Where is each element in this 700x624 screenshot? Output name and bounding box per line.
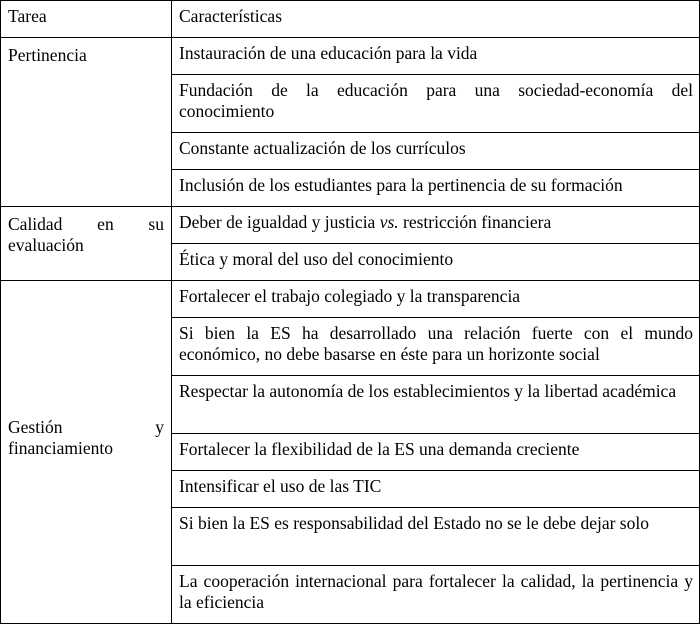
table-row [1, 207, 700, 244]
header-task: Tarea [1, 1, 172, 38]
characteristic-cell: Constante actualización de los currículos [172, 133, 700, 170]
task-cell-calidad: Calidad en su evaluación [1, 207, 172, 281]
characteristic-cell: Inclusión de los estudiantes para la pertinencia de su formación [172, 170, 700, 207]
header-characteristics: Características [172, 1, 700, 38]
characteristic-cell: Ética y moral del uso del conocimiento [172, 244, 700, 281]
characteristic-text: Deber de igualdad y justicia [179, 212, 380, 232]
characteristic-cell: Intensificar el uso de las TIC [172, 471, 700, 508]
table-row [1, 281, 700, 318]
characteristic-cell: Fundación de la educación para una sociedad-economía del conocimiento [172, 75, 700, 133]
task-cell-pertinencia: Pertinencia [1, 38, 172, 207]
characteristic-text: restricción financiera [398, 212, 552, 232]
characteristic-cell: Fortalecer la flexibilidad de la ES una demanda creciente [172, 434, 700, 471]
characteristic-emphasis: vs. [379, 212, 399, 232]
characteristic-cell: La cooperación internacional para fortalecer la calidad, la pertinencia y la eficiencia [172, 566, 700, 624]
table-row [1, 38, 700, 75]
characteristic-cell: Fortalecer el trabajo colegiado y la transparencia [172, 281, 700, 318]
characteristic-cell: Si bien la ES ha desarrollado una relación fuerte con el mundo económico, no debe basarse en éste para un horizonte social [172, 318, 700, 376]
task-cell-gestion: Gestión y financiamiento [1, 281, 172, 624]
characteristic-cell: Si bien la ES es responsabilidad del Estado no se le debe dejar solo [172, 508, 700, 566]
characteristic-cell [172, 207, 700, 244]
characteristic-cell: Instauración de una educación para la vida [172, 38, 700, 75]
characteristic-cell: Respectar la autonomía de los establecimientos y la libertad académica [172, 376, 700, 434]
header-row [1, 1, 700, 38]
